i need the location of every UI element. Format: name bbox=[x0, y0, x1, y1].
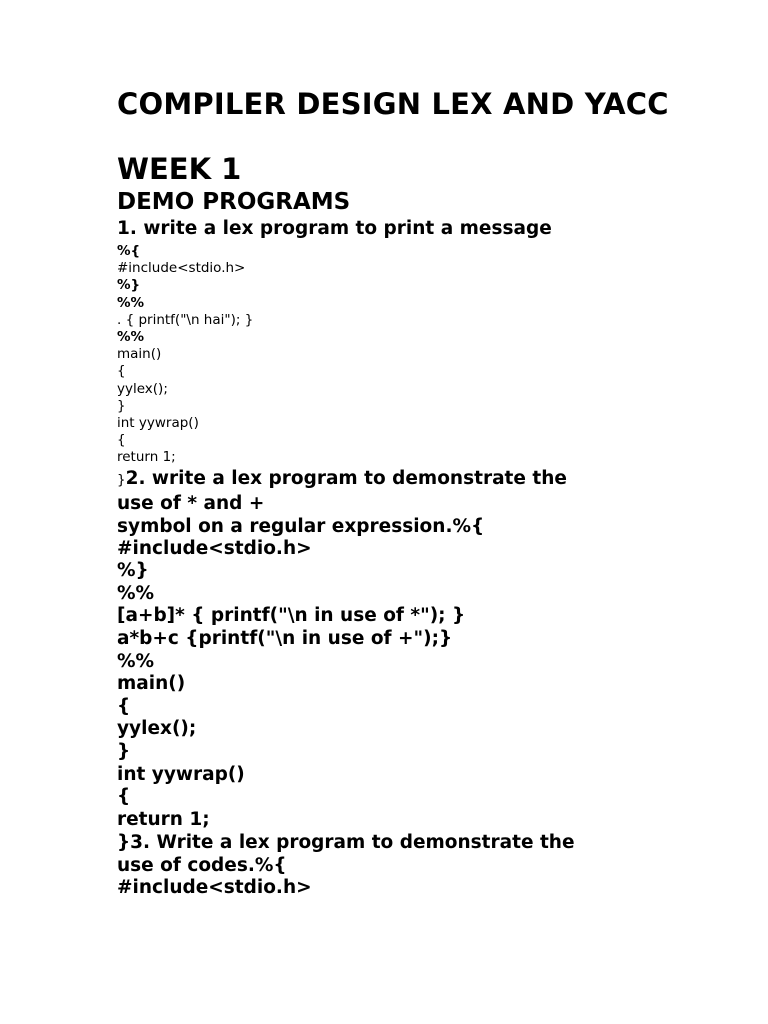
question-2-code-line: { bbox=[117, 786, 131, 808]
question-2-heading-line-1 bbox=[117, 467, 717, 492]
question-1-code-line: %% bbox=[117, 329, 145, 346]
question-2-code bbox=[117, 538, 717, 832]
question-1-heading: 1. write a lex program to print a message bbox=[117, 218, 552, 239]
question-2-code-line: %% bbox=[117, 582, 155, 604]
question-1-code-line: #include<stdio.h> bbox=[117, 260, 246, 277]
question-2-heading-line-2: use of * and + bbox=[117, 492, 265, 514]
question-2-code-line: } bbox=[117, 740, 131, 762]
document-title: COMPILER DESIGN LEX AND YACC bbox=[117, 87, 669, 121]
question-1-code-line: } bbox=[117, 397, 126, 414]
question-2-code-line: %} bbox=[117, 560, 149, 582]
question-1-code-line: . { printf("\n hai"); } bbox=[117, 311, 254, 328]
question-1-code-line: main() bbox=[117, 346, 162, 363]
question-2-heading-line-3: symbol on a regular expression.%{ bbox=[117, 515, 485, 537]
question-2-code-line: a*b+c {printf("\n in use of +");} bbox=[117, 628, 453, 650]
week-heading: WEEK 1 bbox=[117, 152, 242, 186]
question-2-code-line: [a+b]* { printf("\n in use of *"); } bbox=[117, 605, 466, 627]
question-2-heading-text: 2. write a lex program to demonstrate the bbox=[125, 467, 567, 489]
document-body bbox=[117, 86, 717, 900]
question-3-heading-line-2: use of codes.%{ bbox=[117, 855, 287, 877]
question-1-code-line: yylex(); bbox=[117, 380, 168, 397]
question-1-code-line: return 1; bbox=[117, 449, 176, 466]
question-1-code-line: %{ bbox=[117, 243, 141, 259]
question-2-code-line: %% bbox=[117, 650, 155, 672]
question-3-code-line: #include<stdio.h> bbox=[117, 877, 312, 899]
question-3-code bbox=[117, 877, 717, 900]
question-1-code-line: { bbox=[117, 363, 126, 380]
question-1-code bbox=[117, 243, 717, 467]
question-2-code-line: yylex(); bbox=[117, 718, 197, 740]
question-1-code-line: { bbox=[117, 432, 126, 449]
question-2-code-line: #include<stdio.h> bbox=[117, 537, 312, 559]
question-2-code-line: return 1; bbox=[117, 808, 210, 830]
question-1-code-line: %% bbox=[117, 294, 145, 311]
question-1-code-line: %} bbox=[117, 277, 141, 294]
question-2-code-line: { bbox=[117, 695, 131, 717]
question-1-code-line: int yywrap() bbox=[117, 415, 199, 432]
question-2-code-line: int yywrap() bbox=[117, 763, 245, 785]
question-2-code-line: main() bbox=[117, 673, 186, 695]
question-3-heading-line-1: }3. Write a lex program to demonstrate the bbox=[117, 832, 575, 854]
section-heading: DEMO PROGRAMS bbox=[117, 189, 351, 215]
question-1-closing-brace: } bbox=[117, 471, 126, 488]
